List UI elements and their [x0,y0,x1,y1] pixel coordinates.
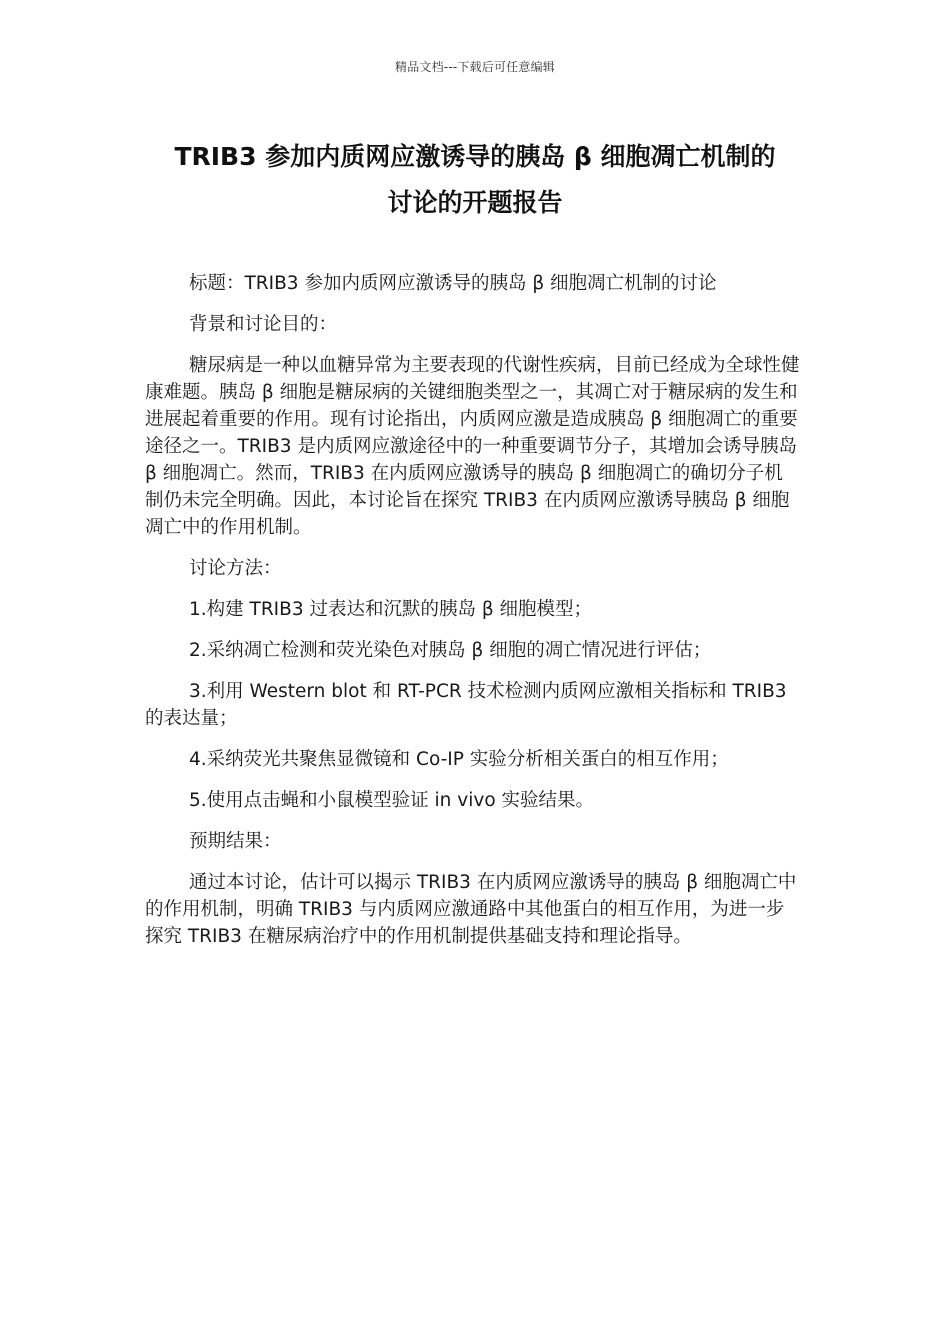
title-line-2: 讨论的开题报告 [387,188,563,217]
section-heading-background: 背景和讨论目的： [189,314,338,335]
header-note: 精品文档---下载后可任意编辑 [395,60,555,74]
method-item-4: 4.采纳荧光共聚焦显微镜和 Co-IP 实验分析相关蛋白的相互作用； [189,749,729,770]
method-item-5: 5.使用点击蝇和小鼠模型验证 in vivo 实验结果。 [189,790,595,811]
document-title [120,134,830,226]
section-heading-expected-results: 预期结果： [189,831,282,852]
title-label-paragraph: 标题：TRIB3 参加内质网应激诱导的胰岛 β 细胞凋亡机制的讨论 [189,273,717,294]
document-body [145,270,800,964]
method-item-1: 1.构建 TRIB3 过表达和沉默的胰岛 β 细胞模型； [189,599,593,620]
section-heading-methods: 讨论方法： [189,558,282,579]
method-item-3: 3.利用 Western blot 和 RT-PCR 技术检测内质网应激相关指标和 TRIB3 的表达量； [145,681,787,729]
expected-results-paragraph: 通过本讨论，估计可以揭示 TRIB3 在内质网应激诱导的胰岛 β 细胞凋亡中的作用机制，明确 TRIB3 与内质网应激通路中其他蛋白的相互作用，为进一步探究 TRIB3 在糖尿病治疗中的作用机制提供基础支持和理论指导。 [145,872,797,947]
background-paragraph: 糖尿病是一种以血糖异常为主要表现的代谢性疾病，目前已经成为全球性健康难题。胰岛 β 细胞是糖尿病的关键细胞类型之一，其凋亡对于糖尿病的发生和进展起着重要的作用。现有讨论指出，内质网应激是造成胰岛 β 细胞凋亡的重要途径之一。TRIB3 是内质网应激途径中的一种重要调节分子，其增加会诱导胰岛 β 细胞凋亡。然而，TRIB3 在内质网应激诱导的胰岛 β 细胞凋亡的确切分子机制仍未完全明确。因此，本讨论旨在探究 TRIB3 在内质网应激诱导胰岛 β 细胞凋亡中的作用机制。 [145,355,800,538]
title-line-1: TRIB3 参加内质网应激诱导的胰岛 β 细胞凋亡机制的 [174,142,776,171]
method-item-2: 2.采纳凋亡检测和荧光染色对胰岛 β 细胞的凋亡情况进行评估； [189,640,712,661]
